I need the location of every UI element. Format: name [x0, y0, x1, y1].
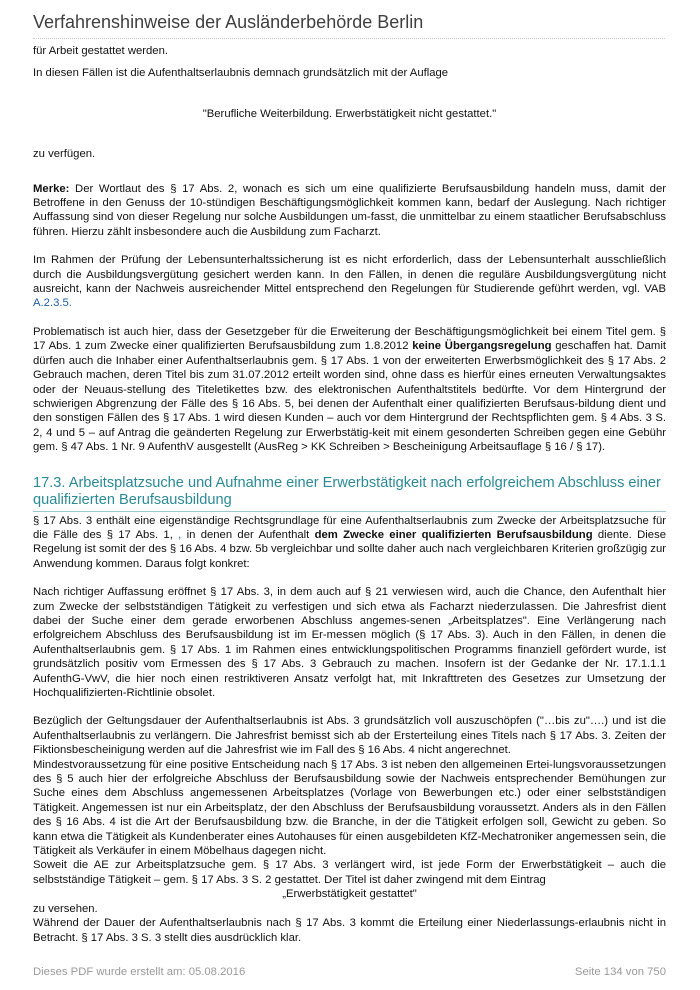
paragraph: Problematisch ist auch hier, dass der Gesetzgeber für die Erweiterung der Beschäftigungsmöglichkeit bei einem Titel gem. § 17 Abs. 1 zum Zwecke einer qualifizierten Berufsausbildung zum 1.8.2012 keine Übergangsregelung geschaffen hat. Damit dürfen auch die Inhaber einer Aufenthaltserlaubnis gem. § 17 Abs. 1 von der erweiterten Erwerbsmöglichkeit des § 17 Abs. 2 Gebrauch machen, deren Titel bis zum 31.07.2012 erteilt worden sind, ohne dass es hierfür eines erneuten Verwaltungsaktes oder der Neuaus-stellung des Titeletikettes bzw. des elektronischen Aufenthaltstitels bedürfte. Vor dem Hintergrund der schwierigen Abgrenzung der Fälle des § 16 Abs. 5, bei denen der Aufenthalt einer qualifizierten Berufsaus-bildung dient und den sonstigen Fällen des § 17 Abs. 1 wird diesen Kunden – auch vor dem Hintergrund der Rechtspflichten gem. § 4 Abs. 3 S. 2, 4 und 5 – auf Antrag die geänderten Regelung zur Erwerbstätig-keit mit einem gesonderten Schreiben gegen eine Gebühr gem. § 47 Abs. 1 Nr. 9 AufenthV ausgestellt (AusReg > KK Schreiben > Bescheinigung Arbeitsauflage § 16 / § 17).	[33, 325, 666, 454]
paragraph: zu verfügen.	[33, 148, 96, 161]
page-footer	[33, 966, 666, 978]
paragraph: In diesen Fällen ist die Aufenthaltserlaubnis demnach grundsätzlich mit der Auflage	[33, 67, 449, 80]
footer-page-number: Seite 134 von 750	[574, 966, 666, 978]
footer-created-date: Dieses PDF wurde erstellt am: 05.08.2016	[33, 966, 246, 978]
paragraph: für Arbeit gestattet werden.	[33, 45, 169, 57]
vab-link[interactable]: A.2.3.5.	[33, 297, 72, 310]
paragraph: § 17 Abs. 3 enthält eine eigenständige Rechtsgrundlage für eine Aufenthaltserlaubnis zum Zwecke der Arbeitsplatzsuche für die Fälle des § 17 Abs. 1, , in denen der Aufenthalt dem Zwecke einer qualifizierten Berufsausbildung diente. Diese Regelung ist somit der des § 16 Abs. 4 bzw. 5b vergleichbar und sollte daher auch nach vergleichbaren Kriterien großzügig zur Anwendung kommen. Daraus folgt konkret:	[33, 514, 666, 570]
paragraph: zu versehen.	[33, 902, 98, 915]
page-content	[33, 44, 666, 945]
merke-label: Merke:	[33, 182, 70, 195]
merke-paragraph: Merke: Der Wortlaut des § 17 Abs. 2, wonach es sich um eine qualifizierte Berufsausbildung handeln muss, damit der Betroffene in den Genuss der 10-stündigen Beschäftigungsmöglichkeit kommen kann, bedarf der Auslegung. Nach richtiger Auffassung sind von dieser Regelung nur solche Ausbildungen um-fasst, die unmittelbar zu einem staatlicher Berufsabschluss führen. Hierzu zählt insbesondere auch die Ausbildung zum Facharzt.	[33, 182, 666, 238]
paragraph: Während der Dauer der Aufenthaltserlaubnis nach § 17 Abs. 3 kommt die Erteilung einer Niederlassungs-erlaubnis nicht in Betracht. § 17 Abs. 3 S. 3 stellt dies ausdrücklich klar.	[33, 917, 666, 944]
paragraph: Bezüglich der Geltungsdauer der Aufenthaltserlaubnis ist Abs. 3 grundsätzlich voll auszuschöpfen ("…bis zu"….) und ist die Aufenthaltserlaubnis zu verlängern. Die Jahresfrist bemisst sich ab der Ersterteilung eines Titels nach § 17 Abs. 3. Zeiten der Fiktionsbescheinigung werden auf die Jahresfrist wie im Fall des § 16 Abs. 4 nicht angerechnet.	[33, 715, 666, 757]
inline-link[interactable]: ,	[178, 528, 182, 541]
paragraph: Im Rahmen der Prüfung der Lebensunterhaltssicherung ist es nicht erforderlich, dass der Lebensunterhalt ausschließlich durch die Ausbildungsvergütung gesichert werden kann. In den Fällen, in denen die reguläre Ausbildungsvergütung nicht ausreicht, kann der Nachweis ausreichender Mittel entsprechend den Regelungen für Studierende geführt werden, vgl. VAB A.2.3.5.	[33, 254, 666, 310]
paragraph: Nach richtiger Auffassung eröffnet § 17 Abs. 3, in dem auch auf § 21 verwiesen wird, auch die Chance, den Aufenthalt hier zum Zwecke der selbstständigen Tätigkeit zu verfestigen und sich etwa als Facharzt niederzulassen. Die Jahresfrist dient dabei der Suche einer dem gerade erworbenen Abschluss angemes-senen „Arbeitsplatzes". Eine Verlängerung nach erfolgreichem Abschluss des Berufsausbildung ist im Er-messen möglich (§ 17 Abs. 3). Auch in den Fällen, in denen die Aufenthaltserlaubnis gem. § 17 Abs. 1 im Rahmen eines entwicklungspolitischen Programms finanziell gefördert wurde, ist grundsätzlich positiv vom Ermessen des § 17 Abs. 3 Gebrauch zu machen. Insofern ist der Gedanke der Nr. 17.1.1.1 AufenthG-VwV, die hier noch einen restriktiveren Ansatz verfolgt hat, mit Inkrafttreten des Gesetzes zur Umsetzung der Hochqualifizierten-Richtlinie obsolet.	[33, 586, 666, 699]
quote-auflage: "Berufliche Weiterbildung. Erwerbstätigkeit nicht gestattet."	[202, 107, 497, 120]
section-heading: 17.3. Arbeitsplatzsuche und Aufnahme einer Erwerbstätigkeit nach erfolgreichem Abschluss einer qualifizierten Berufsausbildung	[33, 475, 666, 512]
paragraph: Mindestvoraussetzung für eine positive Entscheidung nach § 17 Abs. 3 ist neben den allgemeinen Ertei-lungsvoraussetzungen des § 5 auch hier der erfolgreiche Abschluss der Berufsausbildung sowie der Nachweis entsprechender Bemühungen zur Suche eines dem Abschluss angemessenen Arbeitsplatzes (Vorlage von Bewerbungen etc.) oder einer selbstständigen Tätigkeit. Angemessen ist nur ein Arbeitsplatz, der den Abschluss der Berufsausbildung voraussetzt. Anders als in den Fällen des § 16 Abs. 4 ist die Art der Berufsausbildung bzw. die Branche, in der die Tätigkeit erfolgen soll, Gewicht zu geben. So kann etwa die Tätigkeit als Kundenberater eines Autohauses für einen ausgebildeten KfZ-Mechatroniker angemessen sein, die Tätigkeit als Verkäufer in einem Möbelhaus dagegen nicht.	[33, 758, 666, 858]
quote-erwerbstaetigkeit: „Erwerbstätigkeit gestattet"	[282, 888, 417, 901]
paragraph: Soweit die AE zur Arbeitsplatzsuche gem. § 17 Abs. 3 verlängert wird, ist jede Form der Erwerbstätigkeit – auch die selbstständige Tätigkeit – gem. § 17 Abs. 3 S. 2 gestattet. Der Titel ist daher zwingend mit dem Eintrag	[33, 859, 666, 886]
page-header-title: Verfahrenshinweise der Ausländerbehörde Berlin	[33, 12, 665, 39]
